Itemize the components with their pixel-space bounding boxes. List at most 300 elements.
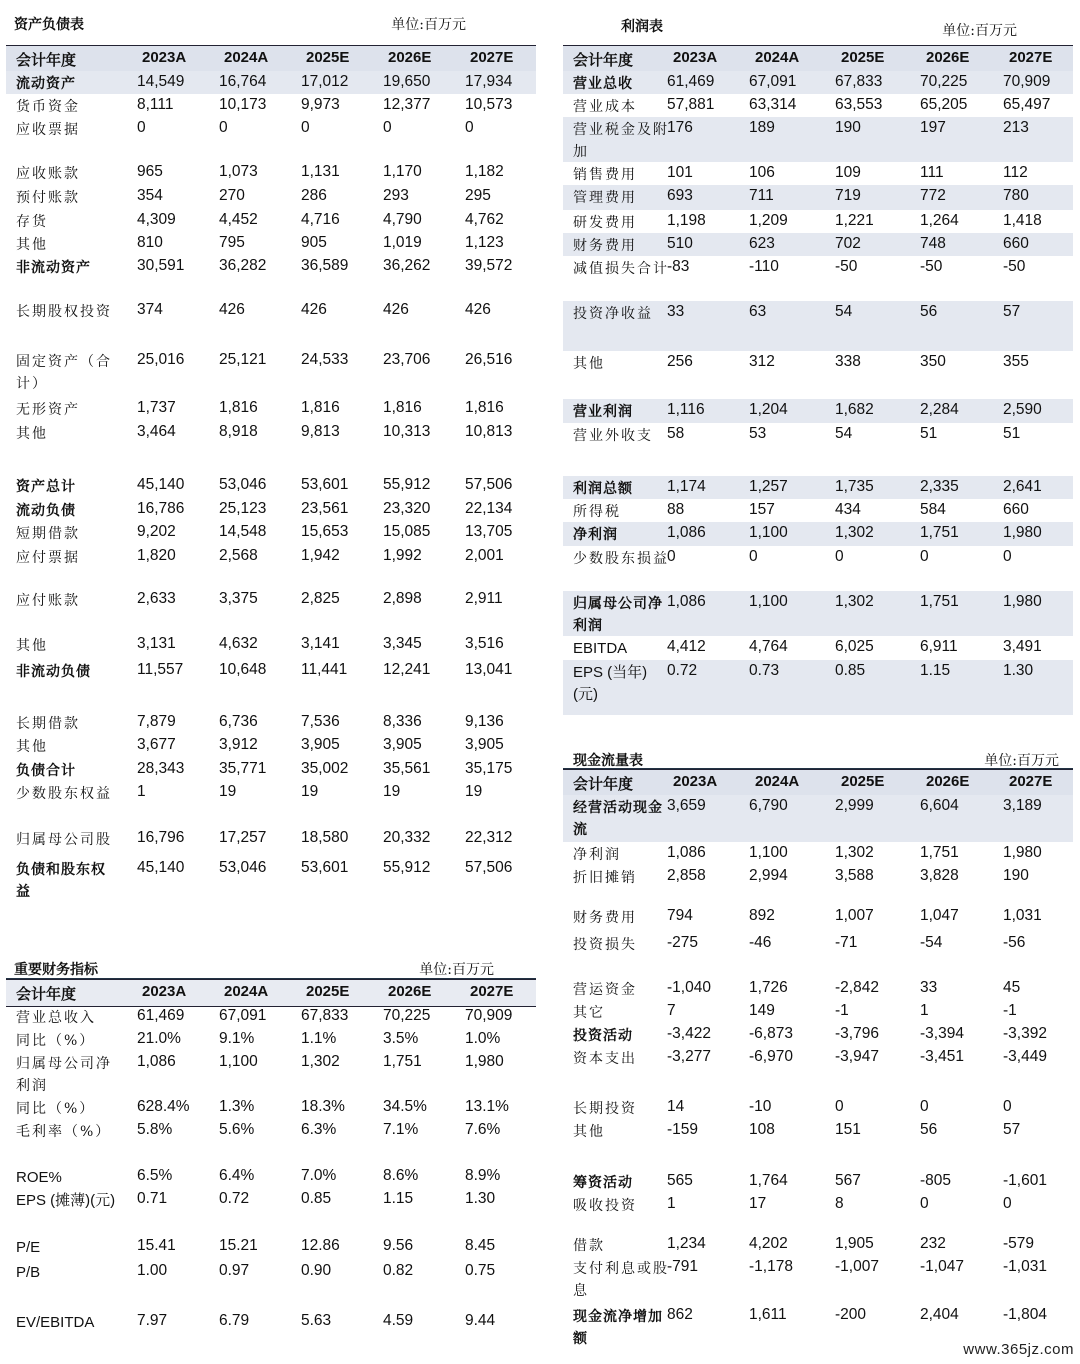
cell-value: 1 [137, 783, 146, 800]
cell-value: -3,796 [835, 1025, 879, 1042]
cell-value: 22,312 [465, 829, 513, 846]
cell-value: 8 [835, 1195, 844, 1212]
cell-value: 3,588 [835, 867, 874, 884]
cell-value: 2,858 [667, 867, 706, 884]
income-statement [563, 8, 1073, 718]
table-row [563, 591, 1073, 636]
cell-value: 67,833 [301, 1007, 349, 1024]
cell-value: 1,611 [749, 1306, 787, 1323]
cell-value: 0 [137, 119, 146, 136]
cell-value: 4,716 [301, 211, 340, 228]
cell-value: 1,980 [465, 1053, 504, 1070]
cell-value: 719 [835, 187, 861, 204]
cell-value: 56 [920, 1121, 938, 1138]
cell-value: 338 [835, 353, 861, 370]
balance-sheet-unit: 单位:百万元 [391, 17, 466, 33]
row-label: 营业总收 [573, 76, 633, 92]
cell-value: -2,842 [835, 979, 879, 996]
row-label: EPS (摊薄)(元) [16, 1192, 116, 1209]
cell-value: 63 [749, 303, 767, 320]
cell-value: 10,173 [219, 96, 267, 113]
cell-value: 67,091 [219, 1007, 267, 1024]
cell-value: 22,134 [465, 500, 513, 517]
cell-value: -6,873 [749, 1025, 793, 1042]
cell-value: 53,601 [301, 859, 349, 876]
table-row [563, 233, 1073, 256]
row-label: 销售费用 [573, 167, 637, 183]
cell-value: 16,796 [137, 829, 185, 846]
cell-value: 1,182 [465, 163, 504, 180]
row-label: 固定资产（合计） [16, 354, 112, 392]
table-row [6, 1188, 536, 1235]
cell-value: 1,735 [835, 478, 874, 495]
cell-value: -791 [667, 1258, 699, 1275]
cell-value: 10,313 [383, 423, 431, 440]
cell-value: -3,394 [920, 1025, 964, 1042]
cell-value: -3,947 [835, 1048, 879, 1065]
cell-value: 13,041 [465, 661, 513, 678]
table-row [563, 660, 1073, 715]
cell-value: -1,007 [835, 1258, 879, 1275]
cell-value: 8.45 [465, 1237, 496, 1254]
cell-value: 1 [667, 1195, 676, 1212]
cell-value: 197 [920, 119, 946, 136]
table-row [563, 795, 1073, 842]
cell-value: 1,737 [137, 399, 176, 416]
row-label: 投资损失 [573, 937, 637, 953]
cell-value: 1,131 [301, 163, 340, 180]
key-indicators-unit: 单位:百万元 [419, 962, 494, 978]
row-label: 资产总计 [16, 479, 76, 495]
row-label: 净利润 [573, 847, 621, 863]
cell-value: 748 [920, 235, 946, 252]
table-row [563, 301, 1073, 351]
cell-value: 17 [749, 1195, 767, 1212]
cell-value: 45,140 [137, 476, 185, 493]
cell-value: 70,225 [920, 73, 968, 90]
cell-value: 17,257 [219, 829, 267, 846]
table-row [563, 1023, 1073, 1046]
cell-value: 2,568 [219, 547, 258, 564]
table-row [6, 711, 536, 734]
row-label: 同比（%） [16, 1033, 96, 1049]
row-label: 应收票据 [16, 122, 80, 138]
cell-value: 7.0% [301, 1167, 337, 1184]
row-label: 吸收投资 [573, 1198, 637, 1214]
cell-value: 1,047 [920, 907, 959, 924]
cell-value: 36,282 [219, 257, 267, 274]
cell-value: 6,736 [219, 713, 258, 730]
cell-value: 1,751 [383, 1053, 422, 1070]
cell-value: 2,911 [465, 590, 503, 607]
cell-value: 1,007 [835, 907, 874, 924]
cell-value: 7,536 [301, 713, 340, 730]
cell-value: 8,336 [383, 713, 422, 730]
cell-value: 892 [749, 907, 775, 924]
cell-value: -1 [835, 1002, 849, 1019]
cell-value: 1.30 [1003, 662, 1034, 679]
cell-value: 0.85 [835, 662, 866, 679]
table-row [6, 299, 536, 349]
cell-value: 374 [137, 301, 163, 318]
cell-value: 15,085 [383, 523, 431, 540]
cell-value: 6.3% [301, 1121, 337, 1138]
cell-value: 0.71 [137, 1190, 168, 1207]
cell-value: 0 [1003, 1098, 1012, 1115]
row-label: 归属母公司净利润 [573, 596, 663, 634]
cell-value: 3,828 [920, 867, 959, 884]
row-label: 营业利润 [573, 404, 633, 420]
balance-sheet-title: 资产负债表 [14, 17, 84, 33]
cell-value: 2,404 [920, 1306, 959, 1323]
cell-value: 1,174 [667, 478, 706, 495]
cell-value: 584 [920, 501, 946, 518]
table-row [563, 522, 1073, 546]
cell-value: 905 [301, 234, 327, 251]
cell-value: 176 [667, 119, 693, 136]
cell-value: -6,970 [749, 1048, 793, 1065]
cell-value: 57 [1003, 303, 1021, 320]
cell-value: 4,762 [465, 211, 504, 228]
table-row [563, 71, 1073, 94]
cell-value: 862 [667, 1306, 693, 1323]
cell-value: 0 [667, 548, 676, 565]
cell-value: 157 [749, 501, 775, 518]
key-indicators-header: 会计年度 2023A 2024A 2025E 2026E 2027E [6, 979, 536, 1007]
cell-value: 149 [749, 1002, 775, 1019]
row-label: 管理费用 [573, 190, 637, 206]
cell-value: 1,816 [383, 399, 422, 416]
cell-value: 1,198 [667, 212, 706, 229]
cell-value: 39,572 [465, 257, 513, 274]
cell-value: -3,392 [1003, 1025, 1047, 1042]
cell-value: 1 [920, 1002, 929, 1019]
cell-value: 1,073 [219, 163, 258, 180]
cell-value: 1,100 [749, 844, 788, 861]
cell-value: 1,820 [137, 547, 176, 564]
cell-value: 2,284 [920, 401, 959, 418]
cell-value: 1,086 [667, 524, 706, 541]
cell-value: 57,506 [465, 859, 513, 876]
cell-value: 190 [835, 119, 861, 136]
table-row [6, 1310, 536, 1350]
cell-value: -10 [749, 1098, 772, 1115]
table-row [6, 161, 536, 185]
cell-value: 1,100 [749, 593, 788, 610]
cell-value: 30,591 [137, 257, 185, 274]
cell-value: 426 [301, 301, 327, 318]
table-row [563, 210, 1073, 233]
table-row [6, 781, 536, 827]
cell-value: 1,726 [749, 979, 788, 996]
cell-value: -71 [835, 934, 858, 951]
cell-value: 2,825 [301, 590, 340, 607]
cell-value: -83 [667, 258, 690, 275]
cell-value: 0 [301, 119, 310, 136]
cell-value: 63,314 [749, 96, 797, 113]
cell-value: 0.72 [219, 1190, 250, 1207]
cell-value: 354 [137, 187, 163, 204]
cell-value: -50 [1003, 258, 1026, 275]
row-label: 利润总额 [573, 481, 633, 497]
cell-value: 15.41 [137, 1237, 176, 1254]
row-label: 短期借款 [16, 526, 80, 542]
cell-value: 1,816 [465, 399, 504, 416]
row-label: 其他 [16, 739, 48, 755]
table-row [563, 977, 1073, 1000]
table-row [563, 1046, 1073, 1096]
cell-value: 1,100 [219, 1053, 258, 1070]
table-row [6, 857, 536, 901]
balance-sheet [6, 8, 536, 913]
cell-value: 16,786 [137, 500, 185, 517]
cell-value: 8,918 [219, 423, 258, 440]
cell-value: 55,912 [383, 476, 431, 493]
cell-value: 61,469 [667, 73, 715, 90]
cell-value: 312 [749, 353, 775, 370]
cell-value: 109 [835, 164, 861, 181]
cell-value: 426 [383, 301, 409, 318]
cell-value: 426 [465, 301, 491, 318]
row-label: 存货 [16, 214, 48, 230]
cell-value: 11,557 [137, 661, 184, 678]
cash-flow-title: 现金流量表 [573, 753, 643, 769]
table-row [6, 94, 536, 117]
cell-value: 36,262 [383, 257, 431, 274]
cell-value: 9,136 [465, 713, 504, 730]
table-row [563, 1119, 1073, 1170]
cell-value: 10,813 [465, 423, 513, 440]
income-statement-header: 会计年度 2023A 2024A 2025E 2026E 2027E [563, 45, 1073, 73]
cell-value: 53 [749, 425, 767, 442]
table-row [6, 1235, 536, 1260]
cell-value: 4.59 [383, 1312, 414, 1329]
cell-value: 2,633 [137, 590, 176, 607]
cell-value: 2,001 [465, 547, 504, 564]
row-label: 流动资产 [16, 76, 76, 92]
cell-value: 18.3% [301, 1098, 345, 1115]
cell-value: 9.56 [383, 1237, 414, 1254]
cell-value: 101 [667, 164, 693, 181]
cash-flow-statement [563, 740, 1073, 1350]
table-row [6, 1260, 536, 1310]
cell-value: 23,320 [383, 500, 431, 517]
row-label: 无形资产 [16, 402, 80, 418]
cash-flow-unit: 单位:百万元 [984, 753, 1059, 769]
cell-value: -3,451 [920, 1048, 964, 1065]
cell-value: 12,377 [383, 96, 431, 113]
cell-value: 0.75 [465, 1262, 496, 1279]
row-label: 应付账款 [16, 593, 80, 609]
cell-value: 1.00 [137, 1262, 168, 1279]
cell-value: 0 [835, 1098, 844, 1115]
cell-value: 355 [1003, 353, 1029, 370]
table-row [563, 476, 1073, 499]
cell-value: 286 [301, 187, 327, 204]
cell-value: 3,905 [301, 736, 340, 753]
table-row [563, 1256, 1073, 1304]
cell-value: 1,209 [749, 212, 788, 229]
row-label: P/E [16, 1239, 41, 1256]
row-label: 净利润 [573, 527, 618, 543]
cell-value: 567 [835, 1172, 861, 1189]
cell-value: 1.30 [465, 1190, 496, 1207]
row-label: 流动负债 [16, 503, 76, 519]
cell-value: -805 [920, 1172, 952, 1189]
cell-value: 1,086 [667, 844, 706, 861]
cell-value: -1,040 [667, 979, 711, 996]
cell-value: 660 [1003, 501, 1029, 518]
cell-value: 0 [1003, 548, 1012, 565]
cell-value: 1,816 [219, 399, 258, 416]
cell-value: 7 [667, 1002, 676, 1019]
cell-value: 9.44 [465, 1312, 496, 1329]
cell-value: -159 [667, 1121, 699, 1138]
table-row [6, 1051, 536, 1096]
cell-value: 35,561 [383, 760, 431, 777]
row-label: 筹资活动 [573, 1175, 633, 1191]
row-label: 归属母公司净利润 [16, 1056, 112, 1094]
cell-value: 70,225 [383, 1007, 431, 1024]
cell-value: 2,590 [1003, 401, 1042, 418]
cell-value: 19 [219, 783, 237, 800]
cell-value: 232 [920, 1235, 946, 1252]
cell-value: 67,091 [749, 73, 797, 90]
cell-value: 293 [383, 187, 409, 204]
cell-value: 7.97 [137, 1312, 168, 1329]
cell-value: 7,879 [137, 713, 176, 730]
cell-value: 17,012 [301, 73, 349, 90]
cell-value: 65,205 [920, 96, 968, 113]
table-row [6, 521, 536, 545]
cell-value: 3,659 [667, 797, 706, 814]
cell-value: 10,573 [465, 96, 513, 113]
table-row [563, 117, 1073, 162]
cell-value: 53,046 [219, 476, 267, 493]
cell-value: 12.86 [301, 1237, 340, 1254]
row-label: 财务费用 [573, 238, 637, 254]
cell-value: 1,751 [920, 844, 959, 861]
cell-value: 1.1% [301, 1030, 337, 1047]
cell-value: 19 [465, 783, 483, 800]
cell-value: 965 [137, 163, 163, 180]
cell-value: 1,170 [383, 163, 422, 180]
cell-value: 14,548 [219, 523, 267, 540]
table-row [6, 1005, 536, 1028]
cell-value: -46 [749, 934, 772, 951]
row-label: EPS (当年)(元) [573, 664, 648, 703]
row-label: 货币资金 [16, 99, 80, 115]
row-label: 营业成本 [573, 99, 637, 115]
table-row [563, 162, 1073, 185]
cell-value: 57,881 [667, 96, 715, 113]
cell-value: 9.1% [219, 1030, 255, 1047]
cell-value: 0 [920, 1098, 929, 1115]
cell-value: 3,345 [383, 635, 422, 652]
cell-value: 106 [749, 164, 775, 181]
cell-value: 628.4% [137, 1098, 190, 1115]
table-row [6, 659, 536, 711]
table-row [563, 1096, 1073, 1119]
cell-value: 57,506 [465, 476, 513, 493]
cell-value: 795 [219, 234, 245, 251]
cell-value: 19 [383, 783, 401, 800]
row-label: 同比（%） [16, 1101, 96, 1117]
cell-value: 4,632 [219, 635, 258, 652]
cell-value: 3,516 [465, 635, 504, 652]
cell-value: 19 [301, 783, 319, 800]
cell-value: 3,131 [137, 635, 176, 652]
cell-value: 16,764 [219, 73, 267, 90]
cell-value: 7.6% [465, 1121, 501, 1138]
table-row [563, 905, 1073, 932]
cell-value: 34.5% [383, 1098, 427, 1115]
row-label: 投资净收益 [573, 306, 653, 322]
cell-value: 2,335 [920, 478, 959, 495]
row-label: 应收账款 [16, 166, 80, 182]
cell-value: 256 [667, 353, 693, 370]
table-row [6, 1096, 536, 1119]
cell-value: 9,973 [301, 96, 340, 113]
cell-value: 14 [667, 1098, 685, 1115]
row-label: 营业总收入 [16, 1010, 96, 1026]
table-row [563, 1193, 1073, 1233]
table-row [563, 351, 1073, 399]
cell-value: 53,046 [219, 859, 267, 876]
cell-value: 67,833 [835, 73, 883, 90]
cell-value: 794 [667, 907, 693, 924]
cell-value: 13,705 [465, 523, 513, 540]
row-label: 支付利息或股息 [573, 1261, 669, 1299]
table-row [563, 546, 1073, 591]
table-row [6, 185, 536, 209]
cell-value: 70,909 [1003, 73, 1051, 90]
cell-value: 13.1% [465, 1098, 509, 1115]
row-label: 财务费用 [573, 910, 637, 926]
cell-value: 1,302 [835, 524, 874, 541]
cell-value: 1,234 [667, 1235, 706, 1252]
cell-value: 4,412 [667, 638, 706, 655]
cell-value: 1,100 [749, 524, 788, 541]
table-row [6, 209, 536, 232]
row-label: 长期股权投资 [16, 304, 112, 320]
table-row [563, 1170, 1073, 1193]
cell-value: -54 [920, 934, 943, 951]
cell-value: 780 [1003, 187, 1029, 204]
table-row [563, 842, 1073, 865]
cell-value: 1,019 [383, 234, 422, 251]
table-row [6, 734, 536, 758]
row-label: 其他 [573, 1124, 605, 1140]
row-label: 预付账款 [16, 190, 80, 206]
row-label: 借款 [573, 1238, 605, 1254]
table-row [6, 71, 536, 94]
cell-value: 24,533 [301, 351, 349, 368]
table-row [6, 498, 536, 521]
cell-value: 1,086 [667, 593, 706, 610]
watermark: www.365jz.com [963, 1341, 1074, 1358]
cell-value: 3,141 [301, 635, 340, 652]
cell-value: 88 [667, 501, 685, 518]
cell-value: 15.21 [219, 1237, 258, 1254]
cell-value: 7.1% [383, 1121, 419, 1138]
cell-value: 1,264 [920, 212, 959, 229]
cell-value: 2,898 [383, 590, 422, 607]
cell-value: 23,561 [301, 500, 349, 517]
key-indicators-title: 重要财务指标 [14, 962, 98, 978]
cell-value: 54 [835, 303, 853, 320]
cell-value: 0 [219, 119, 228, 136]
